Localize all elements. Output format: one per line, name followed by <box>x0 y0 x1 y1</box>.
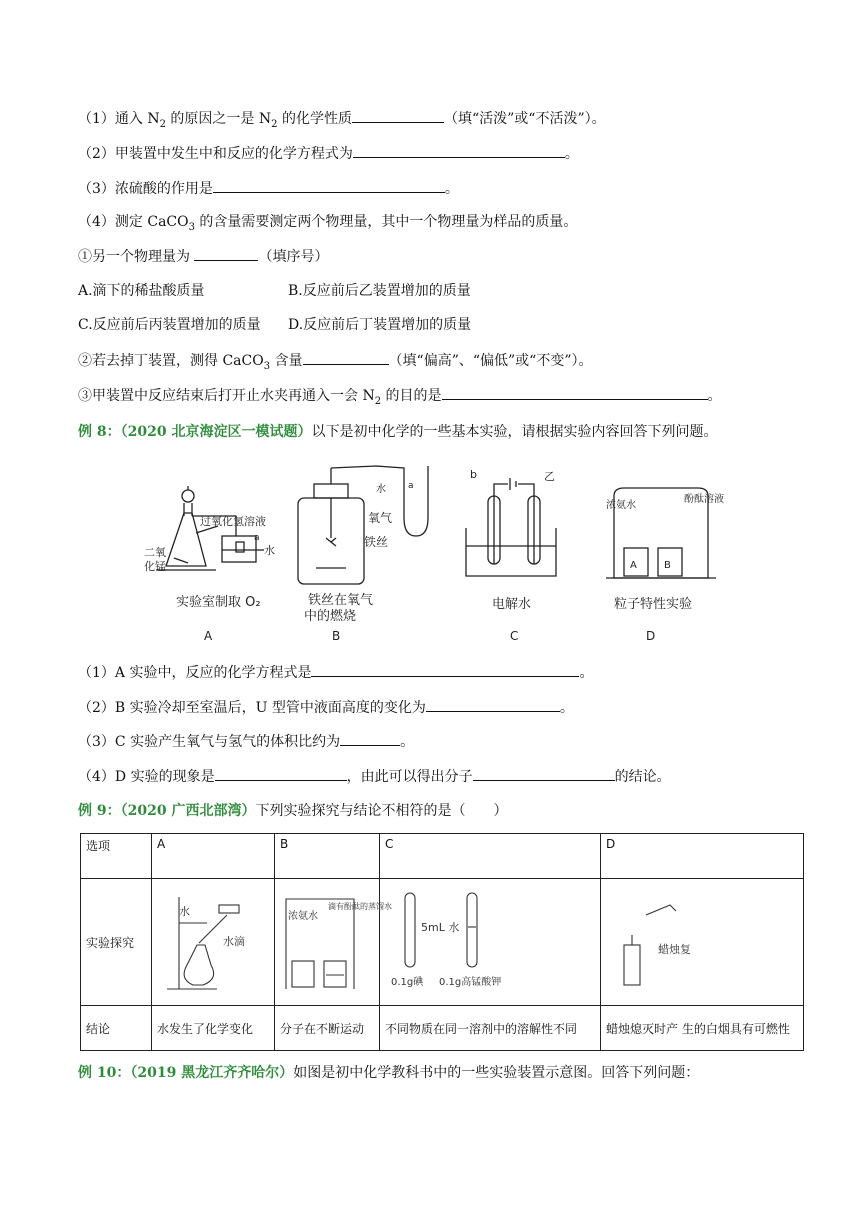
letter-b: B <box>332 629 341 643</box>
svg-text:乙: 乙 <box>544 470 555 483</box>
experiment-figure-ex8 <box>136 458 726 648</box>
svg-text:B: B <box>664 560 671 571</box>
cell-image-b <box>275 879 392 1006</box>
letter-c: C <box>510 629 519 643</box>
q7-options-cd: C.反应前后丙装置增加的质量 D.反应前后丁装置增加的质量 <box>78 317 472 333</box>
example-9-heading: 例 9：（2020 广西北部湾）下列实验探究与结论不相符的是（ ） <box>78 803 508 819</box>
letter-d: D <box>646 629 656 643</box>
answer-blank[interactable] <box>194 246 258 261</box>
svg-text:氧气: 氧气 <box>368 511 393 525</box>
caption-a: 实验室制取 O₂ <box>176 595 261 610</box>
svg-text:5mL 水: 5mL 水 <box>421 920 460 934</box>
ex8-q1: （1）A 实验中，反应的化学方程式是 。 <box>78 662 593 683</box>
caption-c: 电解水 <box>492 597 532 612</box>
svg-text:浓氨水: 浓氨水 <box>288 910 318 922</box>
svg-text:0.1g碘: 0.1g碘 <box>391 976 424 988</box>
apparatus-a <box>156 486 264 570</box>
q7-line-7: ②若去掉丁装置，测得 CaCO$_3$ 含量 （填“偏高”、“偏低”或“不变”）。 <box>78 350 592 377</box>
label-hydrogen-peroxide: 过氧化氢溶液 <box>200 515 266 528</box>
answer-blank[interactable] <box>215 766 347 781</box>
svg-text:铁丝: 铁丝 <box>364 535 389 549</box>
answer-blank[interactable] <box>442 385 708 400</box>
q7-line-2: （2）甲装置中发生中和反应的化学方程式为 。 <box>78 143 579 164</box>
table-header-row: 选项 A B C D <box>81 834 804 879</box>
answer-blank[interactable] <box>473 766 615 781</box>
cell-image-d <box>601 879 804 1006</box>
svg-text:滴有酚酞的蒸馏水: 滴有酚酞的蒸馏水 <box>328 901 392 911</box>
ex8-q3: （3）C 实验产生氧气与氢气的体积比约为 。 <box>78 731 414 752</box>
q7-line-3: （3）浓硫酸的作用是 。 <box>78 178 459 199</box>
svg-text:b: b <box>470 468 477 481</box>
answer-blank[interactable] <box>426 697 560 712</box>
caption-b-2: 中的燃烧 <box>304 609 357 624</box>
svg-text:0.1g高锰酸钾: 0.1g高锰酸钾 <box>439 976 502 988</box>
svg-text:化锰: 化锰 <box>144 560 166 573</box>
answer-blank[interactable] <box>213 178 445 193</box>
letter-a: A <box>204 629 213 643</box>
q7-line-1: （1）通入 $N_2$ 的原因之一是 $N_2$ 的化学性质 （填“活泼”或“不活泼”）。 <box>78 108 606 135</box>
experiment-table <box>80 833 804 1051</box>
svg-text:水: 水 <box>264 544 275 557</box>
svg-text:浓氨水: 浓氨水 <box>606 500 636 511</box>
cell-image-c <box>380 879 601 1006</box>
ex8-q4: （4）D 实验的现象是 ，由此可以得出分子 的结论。 <box>78 766 671 787</box>
answer-blank[interactable] <box>352 108 444 123</box>
q7-line-8: ③甲装置中反应结束后打开止水夹再通入一会 $N_2$ 的目的是 。 <box>78 385 722 412</box>
answer-blank[interactable] <box>303 350 389 365</box>
caption-b-1: 铁丝在氧气 <box>308 593 374 608</box>
apparatus-c <box>466 478 556 576</box>
svg-text:酚酞溶液: 酚酞溶液 <box>684 494 724 505</box>
caption-d: 粒子特性实验 <box>614 597 693 612</box>
ex8-q2: （2）B 实验冷却至室温后，U 型管中液面高度的变化为 。 <box>78 697 574 718</box>
q7-options-ab: A.滴下的稀盐酸质量 B.反应前后乙装置增加的质量 <box>78 283 471 299</box>
table-row-experiment: 实验探究 水 水滴 浓氨水 滴有酚酞的蒸馏水 5mL 水 0.1g碘 0.1g高锰酸钾 蜡烛复 <box>81 879 804 1006</box>
q7-line-5: ①另一个物理量为 （填序号） <box>78 246 328 267</box>
answer-blank[interactable] <box>340 731 400 746</box>
svg-text:A: A <box>630 560 637 571</box>
svg-text:水: 水 <box>376 484 386 495</box>
svg-text:蜡烛复: 蜡烛复 <box>658 942 691 956</box>
svg-text:a: a <box>408 481 414 491</box>
svg-text:a: a <box>254 533 260 543</box>
answer-blank[interactable] <box>353 143 565 158</box>
svg-text:水: 水 <box>179 904 190 918</box>
svg-text:二氧: 二氧 <box>144 546 166 559</box>
svg-text:水滴: 水滴 <box>223 934 245 948</box>
q7-line-4: （4）测定 CaCO$_3$ 的含量需要测定两个物理量，其中一个物理量为样品的质量。 <box>78 214 578 233</box>
answer-blank[interactable] <box>311 662 579 677</box>
cell-image-a <box>152 879 275 1006</box>
example-8-heading: 例 8：（2020 北京海淀区一模试题）以下是初中化学的一些基本实验，请根据实验内容回答下列问题。 <box>78 424 718 440</box>
table-row-conclusion: 结论 水发生了化学变化 分子在不断运动 不同物质在同一溶剂中的溶解性不同 蜡烛熄灭时产 生的白烟具有可燃性 <box>81 1006 804 1051</box>
example-10-heading: 例 10：（2019 黑龙江齐齐哈尔）如图是初中化学教科书中的一些实验装置示意图。回答下列问题： <box>78 1065 700 1081</box>
